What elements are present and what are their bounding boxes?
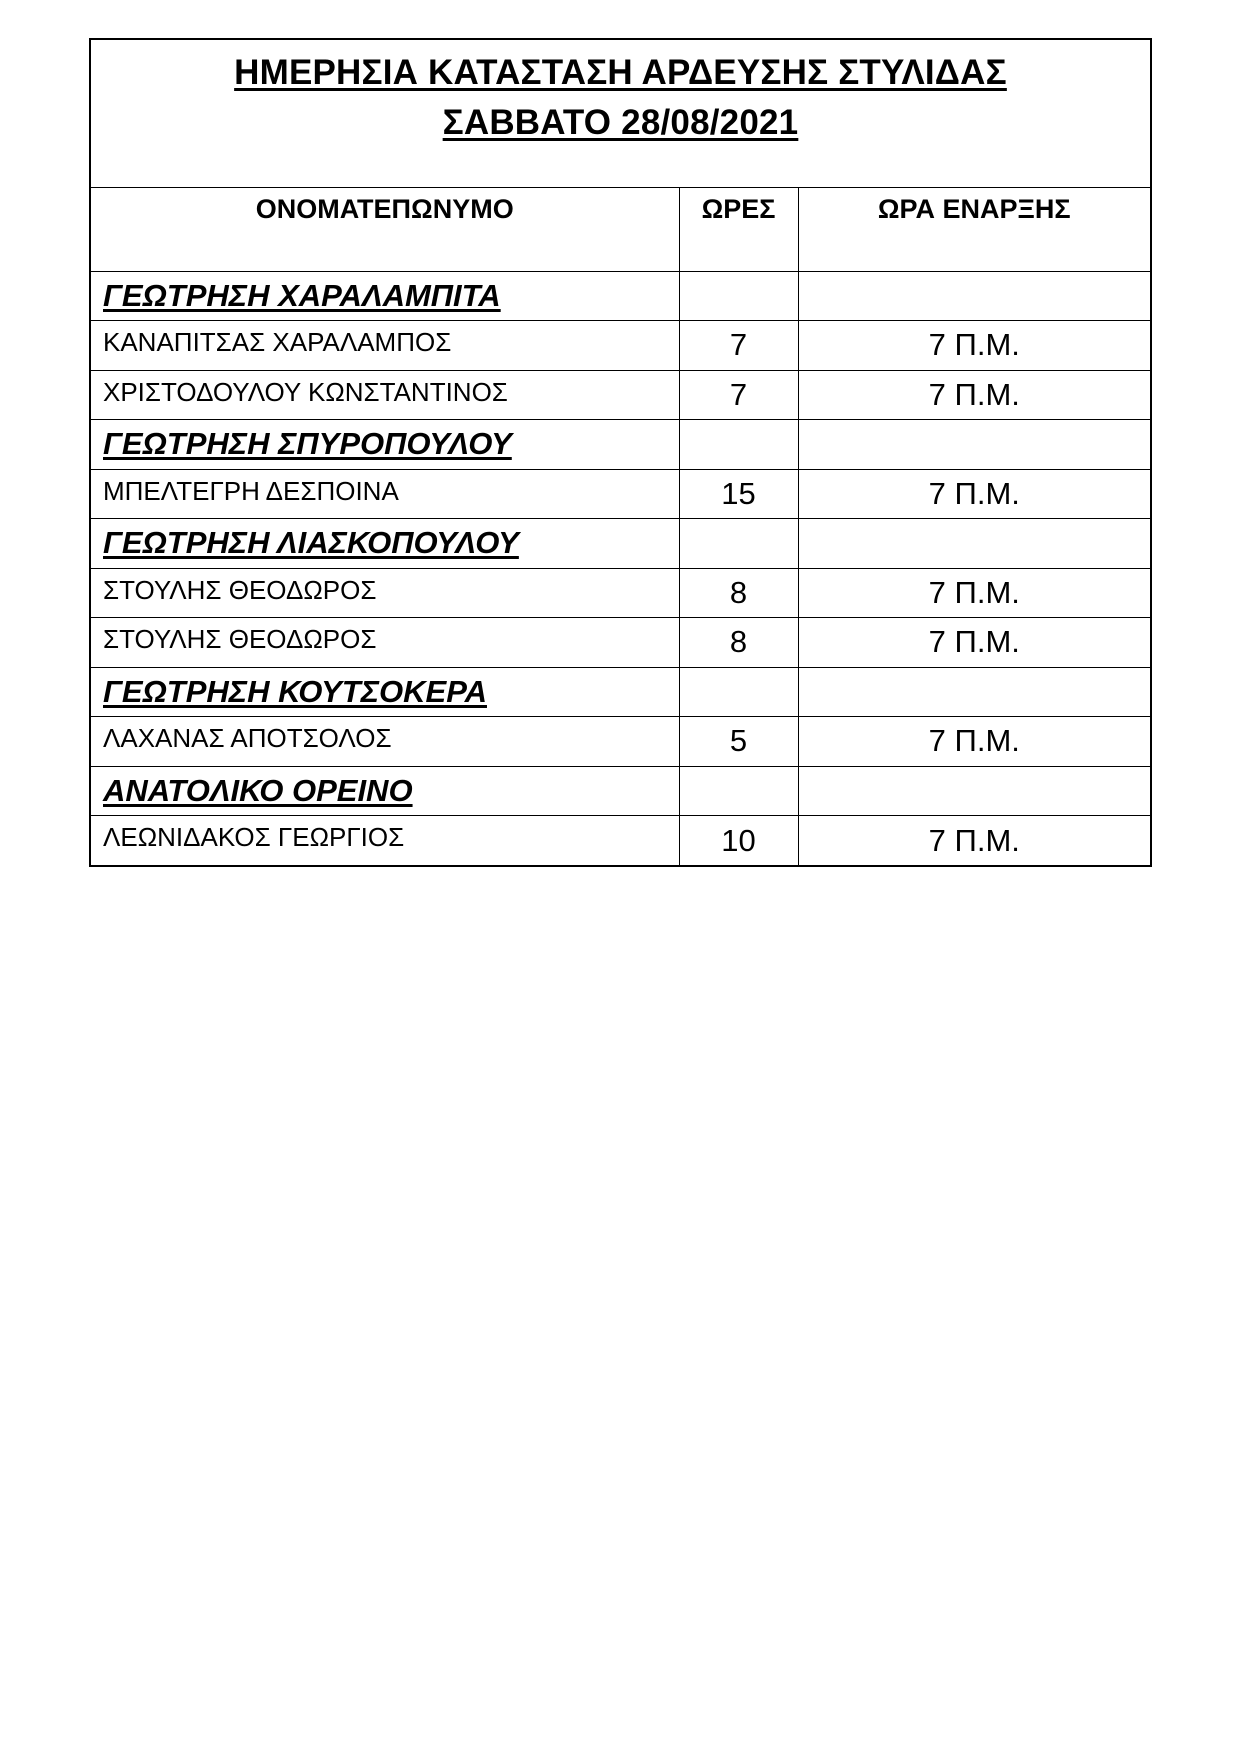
person-name: ΜΠΕΛΤΕΓΡΗ ΔΕΣΠΟΙΝΑ — [91, 469, 679, 519]
empty-cell — [679, 667, 798, 717]
group-row — [91, 766, 1150, 816]
group-name: ΓΕΩΤΡΗΣΗ ΛΙΑΣΚΟΠΟΥΛΟΥ — [91, 519, 679, 569]
hours-value: 7 — [679, 321, 798, 371]
empty-cell — [679, 271, 798, 321]
person-name: ΧΡΙΣΤΟΔΟΥΛΟΥ ΚΩΝΣΤΑΝΤΙΝΟΣ — [91, 370, 679, 420]
schedule-table — [91, 188, 1150, 865]
start-time-value: 7 Π.Μ. — [798, 618, 1150, 668]
empty-cell — [798, 519, 1150, 569]
start-time-value: 7 Π.Μ. — [798, 321, 1150, 371]
hours-value: 7 — [679, 370, 798, 420]
hours-value: 10 — [679, 816, 798, 866]
empty-cell — [679, 519, 798, 569]
document-title: ΗΜΕΡΗΣΙΑ ΚΑΤΑΣΤΑΣΗ ΑΡΔΕΥΣΗΣ ΣΤΥΛΙΔΑΣ — [234, 53, 1007, 92]
person-name: ΛΑΧΑΝΑΣ ΑΠΟΤΣΟΛΟΣ — [91, 717, 679, 767]
start-time-value: 7 Π.Μ. — [798, 370, 1150, 420]
person-name: ΣΤΟΥΛΗΣ ΘΕΟΔΩΡΟΣ — [91, 618, 679, 668]
start-time-value: 7 Π.Μ. — [798, 816, 1150, 866]
start-time-value: 7 Π.Μ. — [798, 469, 1150, 519]
person-name: ΚΑΝΑΠΙΤΣΑΣ ΧΑΡΑΛΑΜΠΟΣ — [91, 321, 679, 371]
start-time-value: 7 Π.Μ. — [798, 568, 1150, 618]
hours-value: 8 — [679, 618, 798, 668]
empty-cell — [679, 420, 798, 470]
table-row — [91, 370, 1150, 420]
hours-value: 5 — [679, 717, 798, 767]
group-name: ΑΝΑΤΟΛΙΚΟ ΟΡΕΙΝΟ — [91, 766, 679, 816]
header-start-time: ΩΡΑ ΕΝΑΡΞΗΣ — [798, 188, 1150, 271]
header-hours: ΩΡΕΣ — [679, 188, 798, 271]
table-row — [91, 321, 1150, 371]
person-name: ΣΤΟΥΛΗΣ ΘΕΟΔΩΡΟΣ — [91, 568, 679, 618]
group-name: ΓΕΩΤΡΗΣΗ ΧΑΡΑΛΑΜΠΙΤΑ — [91, 271, 679, 321]
person-name: ΛΕΩΝΙΔΑΚΟΣ ΓΕΩΡΓΙΟΣ — [91, 816, 679, 866]
start-time-value: 7 Π.Μ. — [798, 717, 1150, 767]
header-name: ΟΝΟΜΑΤΕΠΩΝΥΜΟ — [91, 188, 679, 271]
table-row — [91, 816, 1150, 866]
hours-value: 8 — [679, 568, 798, 618]
empty-cell — [798, 420, 1150, 470]
title-block — [91, 40, 1150, 188]
group-row — [91, 271, 1150, 321]
table-row — [91, 469, 1150, 519]
empty-cell — [798, 271, 1150, 321]
irrigation-schedule-sheet — [89, 38, 1152, 867]
table-row — [91, 568, 1150, 618]
group-row — [91, 420, 1150, 470]
group-name: ΓΕΩΤΡΗΣΗ ΚΟΥΤΣΟΚΕΡΑ — [91, 667, 679, 717]
empty-cell — [679, 766, 798, 816]
document-date: ΣΑΒΒΑΤΟ 28/08/2021 — [442, 103, 799, 142]
empty-cell — [798, 766, 1150, 816]
hours-value: 15 — [679, 469, 798, 519]
table-row — [91, 618, 1150, 668]
table-row — [91, 717, 1150, 767]
empty-cell — [798, 667, 1150, 717]
group-name: ΓΕΩΤΡΗΣΗ ΣΠΥΡΟΠΟΥΛΟΥ — [91, 420, 679, 470]
group-row — [91, 519, 1150, 569]
header-row — [91, 188, 1150, 271]
group-row — [91, 667, 1150, 717]
